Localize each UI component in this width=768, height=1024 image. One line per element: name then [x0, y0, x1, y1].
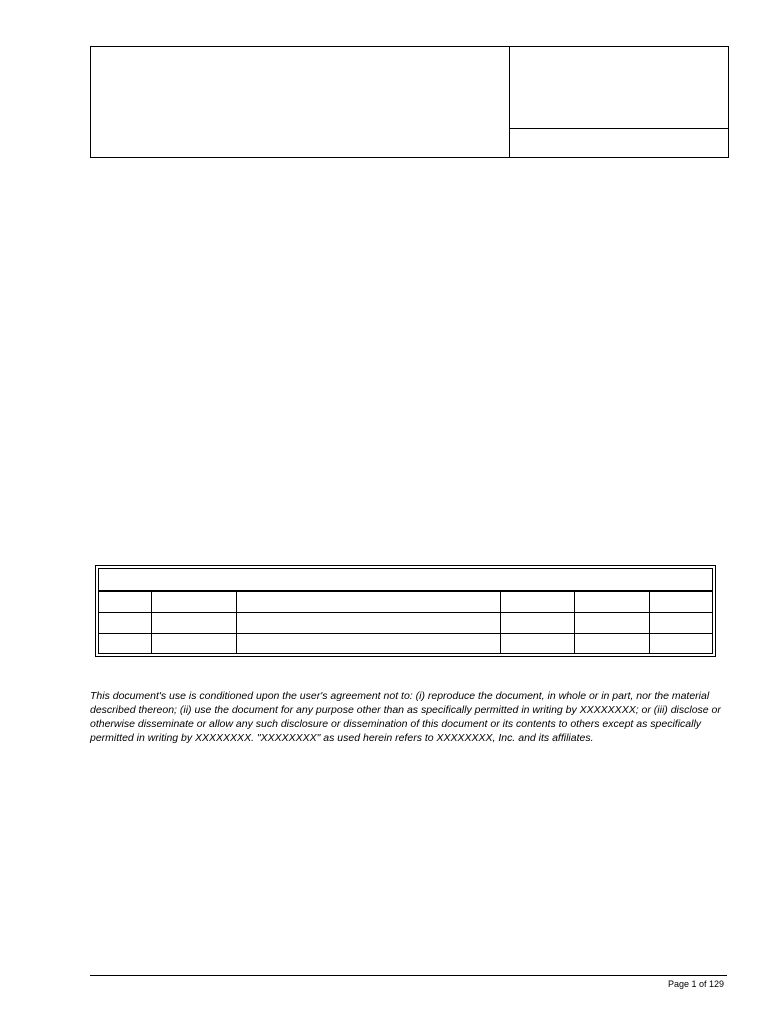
revision-table-row-divider	[98, 633, 713, 634]
revision-table-column-divider	[500, 591, 501, 654]
header-title-cell	[91, 47, 510, 157]
revision-table-column-divider	[151, 591, 152, 654]
revision-table-column-divider	[574, 591, 575, 654]
page-number: Page 1 of 129	[667, 979, 724, 989]
revision-table-column-divider	[236, 591, 237, 654]
revision-table-row-divider	[98, 612, 713, 613]
revision-table-header-divider	[98, 590, 713, 592]
header-box	[90, 46, 729, 158]
footer-rule	[90, 975, 727, 976]
revision-table	[98, 568, 713, 654]
confidentiality-notice: This document's use is conditioned upon the user's agreement not to: (i) reproduce the document, in whole or in part, nor the material described thereon; (ii) use the document for any purpose other than as specifically permitted in writing by XXXXXXXX; or (iii) disclose or otherwise disseminate or allow any such disclosure or dissemination of this document or its contents to others except as specifically permitted in writing by XXXXXXXX. "XXXXXXXX" as used herein refers to XXXXXXXX, Inc. and its affiliates.	[90, 690, 721, 744]
header-doc-number-cell	[510, 47, 728, 129]
header-revision-cell	[510, 129, 728, 157]
revision-table-column-divider	[649, 591, 650, 654]
